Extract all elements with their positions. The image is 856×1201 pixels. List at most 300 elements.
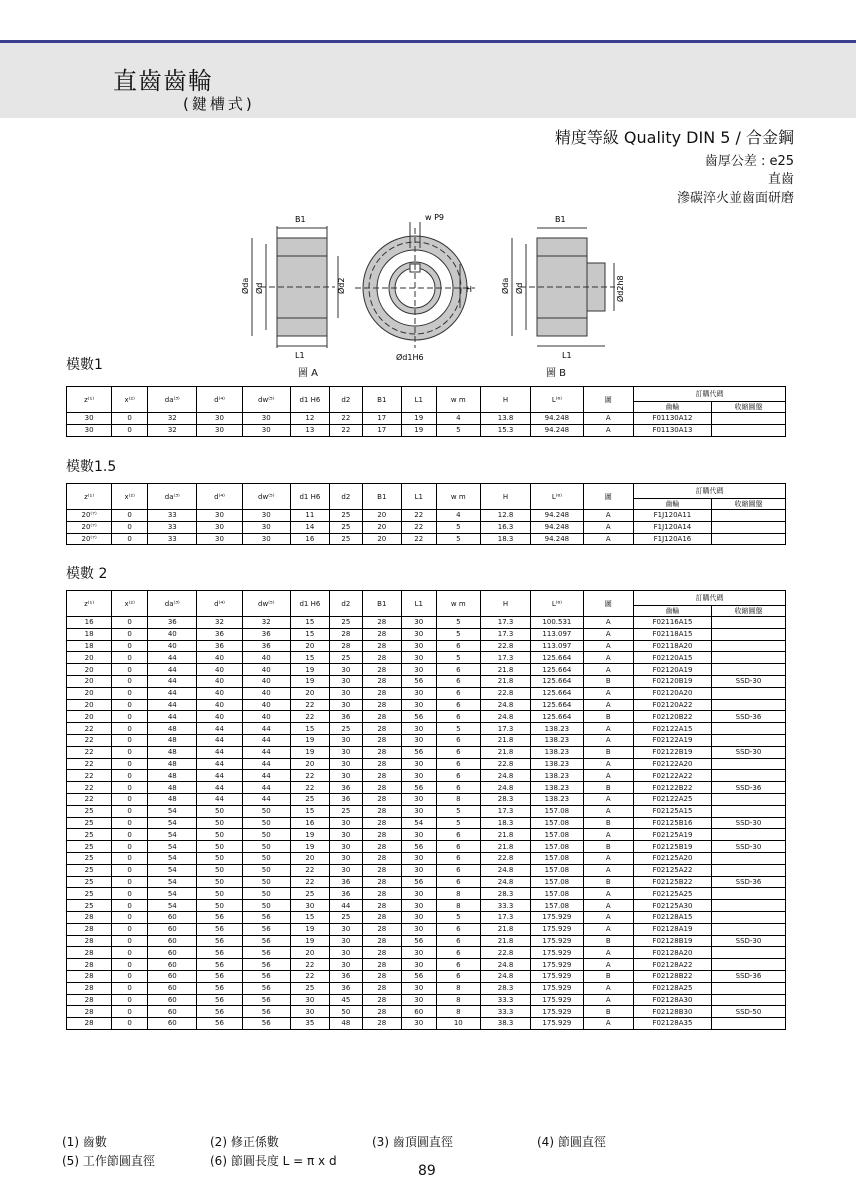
- table-cell: 30: [329, 817, 362, 829]
- table-cell: 25: [329, 521, 362, 533]
- table-cell: A: [583, 628, 633, 640]
- table-cell: SSD-50: [711, 1006, 785, 1018]
- table-cell: 30: [329, 841, 362, 853]
- table-cell: 175.929: [531, 923, 583, 935]
- table-cell: 60: [148, 935, 197, 947]
- table-cell: 44: [242, 758, 290, 770]
- col-header-l1: L1: [401, 387, 436, 413]
- table-cell: 6: [436, 829, 480, 841]
- table-cell: 5: [436, 805, 480, 817]
- table-cell: 30: [401, 687, 436, 699]
- table-cell: 0: [112, 1006, 148, 1018]
- table-cell: 25: [67, 900, 112, 912]
- table-cell: 28: [67, 959, 112, 971]
- table-cell: 28: [362, 617, 401, 629]
- table-cell: 125.664: [531, 652, 583, 664]
- col-header-l: L⁽⁶⁾: [531, 484, 583, 510]
- col-header-x: x⁽²⁾: [112, 591, 148, 617]
- table-cell: [711, 923, 785, 935]
- col-header-d2: d2: [329, 591, 362, 617]
- table-cell: 6: [436, 770, 480, 782]
- table-cell: [711, 994, 785, 1006]
- table-cell: 56: [401, 782, 436, 794]
- table-cell: 0: [112, 628, 148, 640]
- table-cell: 16: [290, 533, 329, 545]
- table-cell: 28: [362, 711, 401, 723]
- table-cell: F02125B19: [633, 841, 711, 853]
- table-cell: 0: [112, 805, 148, 817]
- table-cell: 56: [242, 947, 290, 959]
- table-cell: [711, 947, 785, 959]
- table-cell: 94.248: [531, 510, 583, 522]
- col-header-w: w m: [436, 484, 480, 510]
- spec-treatment: 滲碳淬火並齒面研磨: [676, 191, 794, 206]
- table-cell: F02120A15: [633, 652, 711, 664]
- table-cell: A: [583, 793, 633, 805]
- table-cell: 35: [290, 1018, 329, 1030]
- dim-da-b: Øda: [501, 277, 510, 294]
- table-cell: 40: [242, 699, 290, 711]
- col-header-order: 訂購代碼: [633, 387, 785, 402]
- table-cell: 56: [197, 935, 242, 947]
- table-cell: 32: [148, 413, 197, 425]
- table-cell: 48: [148, 723, 197, 735]
- table-cell: 28: [362, 947, 401, 959]
- table-cell: 6: [436, 675, 480, 687]
- table-cell: 40: [148, 640, 197, 652]
- table-cell: 30: [401, 982, 436, 994]
- col-header-fig: 圖: [583, 484, 633, 510]
- table-cell: 28: [362, 770, 401, 782]
- table-cell: 28.3: [480, 793, 530, 805]
- table-row: [67, 664, 786, 676]
- table-cell: 157.08: [531, 864, 583, 876]
- table-cell: 5: [436, 652, 480, 664]
- table-cell: SSD-36: [711, 782, 785, 794]
- table-cell: A: [583, 652, 633, 664]
- table-cell: 28: [362, 900, 401, 912]
- table-cell: 30: [401, 852, 436, 864]
- page-number: 89: [418, 1163, 436, 1179]
- table-cell: 175.929: [531, 970, 583, 982]
- col-header-h: H: [480, 387, 530, 413]
- table-row: [67, 711, 786, 723]
- table-cell: 56: [242, 959, 290, 971]
- table-cell: SSD-30: [711, 675, 785, 687]
- table-cell: 0: [112, 817, 148, 829]
- table-cell: F02128B22: [633, 970, 711, 982]
- col-header-da: da⁽³⁾: [148, 484, 197, 510]
- table-cell: 22: [290, 711, 329, 723]
- table-cell: F02122B19: [633, 746, 711, 758]
- table-cell: A: [583, 888, 633, 900]
- table-cell: 30: [401, 947, 436, 959]
- table-cell: 138.23: [531, 770, 583, 782]
- table-cell: [711, 888, 785, 900]
- table-cell: 0: [112, 923, 148, 935]
- table-cell: 175.929: [531, 911, 583, 923]
- table-cell: 16: [290, 817, 329, 829]
- table-cell: F02120B19: [633, 675, 711, 687]
- table-cell: 18.3: [480, 533, 530, 545]
- table-cell: 21.8: [480, 935, 530, 947]
- table-cell: 20: [290, 687, 329, 699]
- table-cell: 20: [290, 947, 329, 959]
- table-row: [67, 424, 786, 436]
- table-cell: A: [583, 664, 633, 676]
- table-cell: 28: [362, 911, 401, 923]
- table-cell: 21.8: [480, 664, 530, 676]
- table-cell: 30: [401, 911, 436, 923]
- dim-l1-b: L1: [562, 351, 572, 360]
- table-cell: A: [583, 947, 633, 959]
- table-cell: 19: [290, 734, 329, 746]
- table-cell: 54: [148, 829, 197, 841]
- table-row: [67, 782, 786, 794]
- table-cell: 21.8: [480, 829, 530, 841]
- table-cell: A: [583, 805, 633, 817]
- table-cell: A: [583, 911, 633, 923]
- table-cell: [711, 424, 785, 436]
- table-cell: 44: [197, 770, 242, 782]
- table-cell: F02128B30: [633, 1006, 711, 1018]
- col-header-d2: d2: [329, 484, 362, 510]
- table-cell: 54: [148, 900, 197, 912]
- table-cell: 22: [290, 876, 329, 888]
- table-cell: 24.8: [480, 876, 530, 888]
- table-cell: 28: [362, 793, 401, 805]
- table-cell: 56: [197, 970, 242, 982]
- table-row: [67, 413, 786, 425]
- table-cell: 8: [436, 994, 480, 1006]
- table-cell: 175.929: [531, 1018, 583, 1030]
- table-row: [67, 970, 786, 982]
- table-cell: F02120A19: [633, 664, 711, 676]
- table-cell: 48: [329, 1018, 362, 1030]
- table-cell: 54: [148, 841, 197, 853]
- table-cell: 36: [329, 888, 362, 900]
- table-cell: 0: [112, 782, 148, 794]
- table-cell: 30: [329, 746, 362, 758]
- table-cell: 17.3: [480, 805, 530, 817]
- table-cell: 0: [112, 617, 148, 629]
- table-cell: 0: [112, 664, 148, 676]
- table-row: [67, 947, 786, 959]
- col-header-l1: L1: [401, 591, 436, 617]
- table-cell: 56: [197, 994, 242, 1006]
- table-cell: 6: [436, 758, 480, 770]
- table-row: [67, 852, 786, 864]
- table-cell: 60: [148, 947, 197, 959]
- table-cell: 56: [197, 1006, 242, 1018]
- table-cell: 56: [401, 876, 436, 888]
- table-cell: 54: [148, 864, 197, 876]
- table-cell: 20: [362, 521, 401, 533]
- table-cell: 20: [67, 699, 112, 711]
- table-cell: 28: [67, 982, 112, 994]
- table-cell: 22: [290, 864, 329, 876]
- table-cell: 0: [112, 746, 148, 758]
- table-cell: 15: [290, 723, 329, 735]
- table-cell: 45: [329, 994, 362, 1006]
- table-cell: B: [583, 711, 633, 723]
- table-cell: 28: [362, 687, 401, 699]
- table-cell: 30: [401, 699, 436, 711]
- col-header-l: L⁽⁶⁾: [531, 387, 583, 413]
- table-cell: 44: [148, 699, 197, 711]
- table-cell: SSD-36: [711, 970, 785, 982]
- table-cell: 30: [401, 770, 436, 782]
- table-cell: A: [583, 1018, 633, 1030]
- table-cell: F02128A30: [633, 994, 711, 1006]
- table-cell: SSD-36: [711, 876, 785, 888]
- table-cell: 22.8: [480, 640, 530, 652]
- col-header-h: H: [480, 484, 530, 510]
- table-cell: 24.8: [480, 864, 530, 876]
- table-cell: 28: [362, 888, 401, 900]
- table-cell: 60: [148, 923, 197, 935]
- table-cell: 16.3: [480, 521, 530, 533]
- table-cell: 0: [112, 876, 148, 888]
- table-cell: A: [583, 510, 633, 522]
- table-cell: 25: [67, 817, 112, 829]
- table-cell: 54: [401, 817, 436, 829]
- table-cell: 30: [401, 1018, 436, 1030]
- table-cell: 19: [401, 413, 436, 425]
- table-cell: 0: [112, 699, 148, 711]
- table-cell: 0: [112, 521, 148, 533]
- table-cell: 56: [401, 970, 436, 982]
- table-cell: 44: [148, 687, 197, 699]
- table-cell: SSD-30: [711, 746, 785, 758]
- table-cell: 50: [197, 829, 242, 841]
- table-row: [67, 864, 786, 876]
- table-cell: 20⁽⁷⁾: [67, 521, 112, 533]
- section-title: 模數 2: [66, 566, 108, 582]
- table-cell: B: [583, 746, 633, 758]
- table-cell: 30: [329, 770, 362, 782]
- table-cell: [711, 640, 785, 652]
- table-cell: [711, 793, 785, 805]
- table-cell: 25: [329, 533, 362, 545]
- table-cell: 50: [242, 841, 290, 853]
- table-cell: 25: [290, 793, 329, 805]
- table-cell: 28: [362, 829, 401, 841]
- table-cell: 54: [148, 888, 197, 900]
- table-row: [67, 521, 786, 533]
- table-cell: 17: [362, 424, 401, 436]
- table-cell: 28.3: [480, 888, 530, 900]
- col-header-d2: d2: [329, 387, 362, 413]
- table-cell: 125.664: [531, 664, 583, 676]
- table-cell: 22: [329, 424, 362, 436]
- table-cell: A: [583, 994, 633, 1006]
- table-cell: 28: [362, 876, 401, 888]
- table-cell: F1J120A16: [633, 533, 711, 545]
- table-cell: 33: [148, 521, 197, 533]
- table-cell: 40: [197, 652, 242, 664]
- table-cell: A: [583, 687, 633, 699]
- table-cell: 44: [148, 664, 197, 676]
- table-cell: 56: [401, 746, 436, 758]
- header-band: [0, 40, 856, 118]
- table-cell: 50: [242, 864, 290, 876]
- table-cell: 36: [329, 793, 362, 805]
- table-cell: 22: [67, 758, 112, 770]
- table-cell: 50: [197, 841, 242, 853]
- table-cell: 24.8: [480, 970, 530, 982]
- table-cell: 13: [290, 424, 329, 436]
- col-header-ring: 收縮圓盤: [711, 402, 785, 413]
- table-cell: 22.8: [480, 758, 530, 770]
- table-cell: 50: [242, 888, 290, 900]
- col-header-fig: 圖: [583, 387, 633, 413]
- table-cell: 24.8: [480, 782, 530, 794]
- table-cell: 6: [436, 640, 480, 652]
- table-cell: 5: [436, 723, 480, 735]
- table-cell: F02116A15: [633, 617, 711, 629]
- figure-a-side-view: [252, 226, 338, 348]
- footnote-6: (6) 節圓長度 L = π x d: [210, 1154, 337, 1168]
- col-header-h: H: [480, 591, 530, 617]
- table-row: [67, 723, 786, 735]
- table-row: [67, 734, 786, 746]
- table-cell: F02128A25: [633, 982, 711, 994]
- table-cell: 19: [290, 675, 329, 687]
- table-cell: 15: [290, 652, 329, 664]
- table-cell: A: [583, 864, 633, 876]
- table-cell: 36: [242, 628, 290, 640]
- footnote-2: (2) 修正係數: [210, 1135, 279, 1149]
- table-cell: 0: [112, 770, 148, 782]
- table-cell: 0: [112, 852, 148, 864]
- table-cell: 30: [197, 424, 242, 436]
- table-cell: 16: [67, 617, 112, 629]
- table-cell: 60: [148, 1018, 197, 1030]
- table-cell: 157.08: [531, 841, 583, 853]
- table-cell: 50: [197, 852, 242, 864]
- table-cell: 50: [242, 852, 290, 864]
- table-cell: 56: [401, 935, 436, 947]
- table-cell: [711, 699, 785, 711]
- table-cell: 30: [329, 947, 362, 959]
- table-cell: 40: [197, 711, 242, 723]
- table-cell: 60: [148, 959, 197, 971]
- table-cell: F01130A13: [633, 424, 711, 436]
- table-cell: 5: [436, 911, 480, 923]
- table-cell: 0: [112, 982, 148, 994]
- table-cell: 28: [362, 805, 401, 817]
- table-cell: 28: [362, 970, 401, 982]
- table-cell: 175.929: [531, 982, 583, 994]
- table-cell: 157.08: [531, 888, 583, 900]
- table-cell: [711, 758, 785, 770]
- table-cell: 0: [112, 935, 148, 947]
- table-cell: 28: [67, 994, 112, 1006]
- table-cell: 30: [197, 533, 242, 545]
- table-cell: F02120A22: [633, 699, 711, 711]
- table-cell: B: [583, 675, 633, 687]
- table-cell: 28: [362, 699, 401, 711]
- figure-a-front-view: [355, 222, 475, 348]
- table-cell: A: [583, 521, 633, 533]
- table-cell: 30: [290, 900, 329, 912]
- table-cell: 40: [197, 664, 242, 676]
- table-cell: 8: [436, 793, 480, 805]
- table-cell: [711, 770, 785, 782]
- table-cell: 6: [436, 970, 480, 982]
- col-header-gear: 齒輪: [633, 606, 711, 617]
- table-cell: [711, 510, 785, 522]
- table-cell: A: [583, 424, 633, 436]
- table-cell: 25: [67, 876, 112, 888]
- table-cell: 6: [436, 876, 480, 888]
- table-cell: 56: [197, 1018, 242, 1030]
- table-cell: 28: [329, 628, 362, 640]
- table-cell: A: [583, 852, 633, 864]
- figure-b-label: 圖 B: [546, 368, 567, 379]
- table-cell: 36: [242, 640, 290, 652]
- table-cell: 6: [436, 852, 480, 864]
- table-cell: 21.8: [480, 746, 530, 758]
- table-row: [67, 829, 786, 841]
- table-cell: [711, 533, 785, 545]
- table-cell: F02125A15: [633, 805, 711, 817]
- col-header-da: da⁽³⁾: [148, 591, 197, 617]
- table-cell: 0: [112, 652, 148, 664]
- table-cell: 30: [401, 664, 436, 676]
- table-cell: 30: [401, 640, 436, 652]
- table-cell: F02125A30: [633, 900, 711, 912]
- table-cell: 32: [197, 617, 242, 629]
- table-cell: 36: [197, 628, 242, 640]
- table-cell: 113.097: [531, 640, 583, 652]
- table-cell: [711, 864, 785, 876]
- table-cell: 30: [329, 687, 362, 699]
- table-cell: [711, 829, 785, 841]
- table-cell: 30: [401, 805, 436, 817]
- table-cell: 30: [401, 829, 436, 841]
- table-cell: 6: [436, 734, 480, 746]
- table-cell: 30: [401, 652, 436, 664]
- table-cell: [711, 617, 785, 629]
- dim-b1-a: B1: [295, 215, 306, 224]
- table-row: [67, 652, 786, 664]
- table-cell: 13.8: [480, 413, 530, 425]
- table-cell: 30: [401, 900, 436, 912]
- table-cell: 25: [67, 805, 112, 817]
- table-row: [67, 628, 786, 640]
- table-cell: 22.8: [480, 852, 530, 864]
- table-row: [67, 817, 786, 829]
- table-cell: A: [583, 734, 633, 746]
- col-header-w: w m: [436, 591, 480, 617]
- table-cell: 30: [197, 521, 242, 533]
- table-row: [67, 841, 786, 853]
- dim-d-a: Ød: [255, 282, 264, 294]
- table-cell: 22: [290, 959, 329, 971]
- table-cell: A: [583, 723, 633, 735]
- table-cell: A: [583, 617, 633, 629]
- table-cell: 19: [290, 935, 329, 947]
- table-cell: 33: [148, 510, 197, 522]
- col-header-dw: dw⁽⁵⁾: [242, 591, 290, 617]
- table-cell: SSD-30: [711, 817, 785, 829]
- table-cell: F02120A20: [633, 687, 711, 699]
- table-cell: 32: [148, 424, 197, 436]
- table-cell: 125.664: [531, 711, 583, 723]
- dim-da-a: Øda: [241, 277, 250, 294]
